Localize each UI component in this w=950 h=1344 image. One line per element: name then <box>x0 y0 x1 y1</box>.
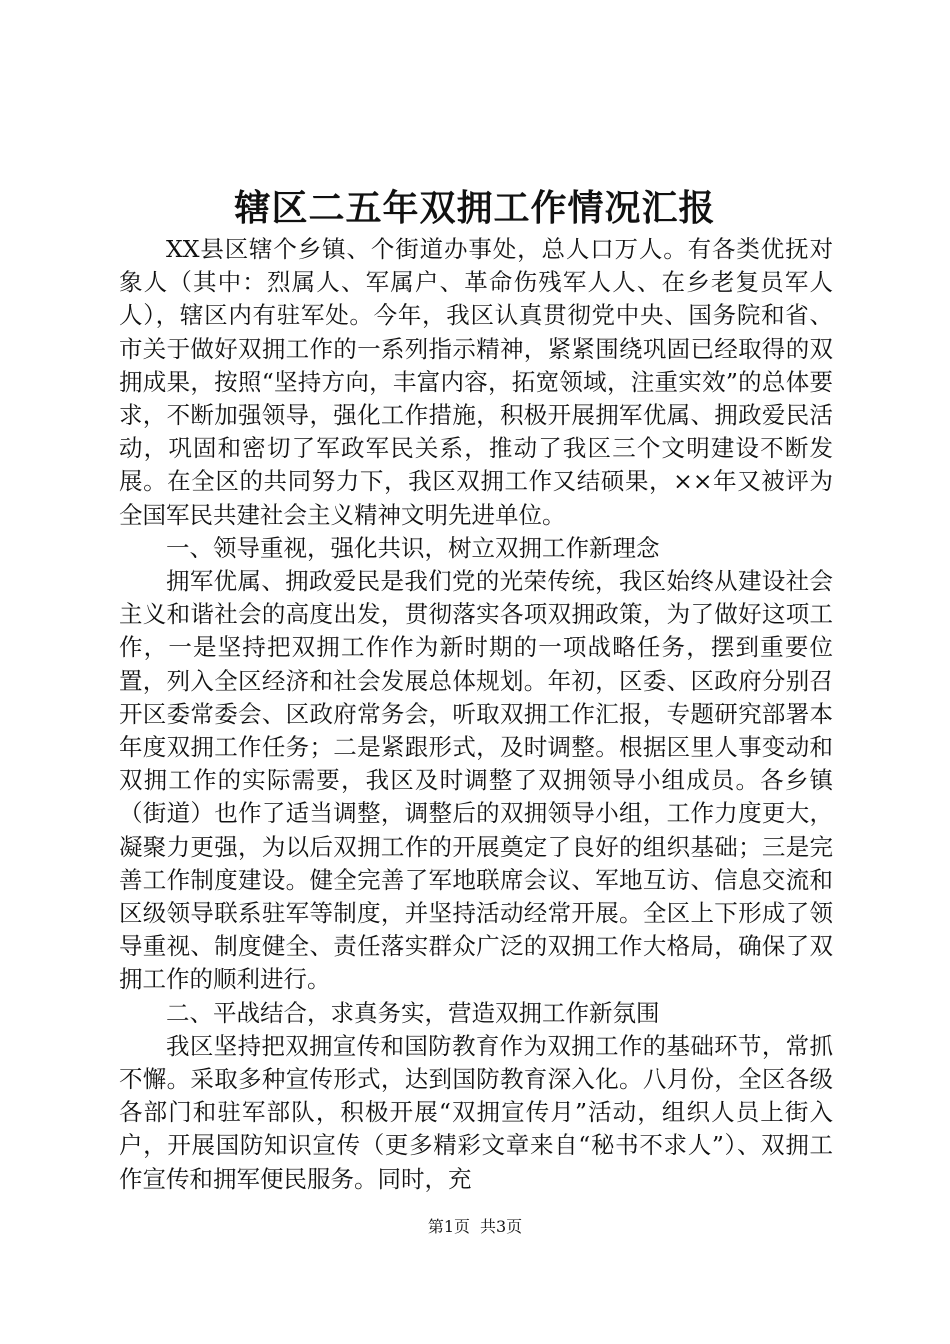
page-footer <box>0 1215 950 1239</box>
page-total: 共3页 <box>480 1217 523 1236</box>
page-number: 第1页 <box>427 1217 470 1236</box>
section-1-paragraph: 拥军优属、拥政爱民是我们党的光荣传统，我区始终从建设社会主义和谐社会的高度出发，贯彻落实各项双拥政策，为了做好这项工作，一是坚持把双拥工作作为新时期的一项战略任务，摆到重要位置，列入全区经济和社会发展总体规划。年初，区委、区政府分别召开区委常委会、区政府常务会，听取双拥工作汇报，专题研究部署本年度双拥工作任务；二是紧跟形式，及时调整。根据区里人事变动和双拥工作的实际需要，我区及时调整了双拥领导小组成员。各乡镇（街道）也作了适当调整，调整后的双拥领导小组，工作力度更大，凝聚力更强，为以后双拥工作的开展奠定了良好的组织基础；三是完善工作制度建设。健全完善了军地联席会议、军地互访、信息交流和区级领导联系驻军等制度，并坚持活动经常开展。全区上下形成了领导重视、制度健全、责任落实群众广泛的双拥工作大格局，确保了双拥工作的顺利进行。 <box>119 567 833 994</box>
section-heading-1: 一、领导重视，强化共识，树立双拥工作新理念 <box>166 533 660 562</box>
section-2-paragraph: 我区坚持把双拥宣传和国防教育作为双拥工作的基础环节，常抓不懈。采取多种宣传形式，达到国防教育深入化。八月份，全区各级各部门和驻军部队，积极开展“双拥宣传月”活动，组织人员上街入户，开展国防知识宣传（更多精彩文章来自“秘书不求人”）、双拥工作宣传和拥军便民服务。同时，充 <box>119 1031 833 1193</box>
intro-paragraph: XX县区辖个乡镇、个街道办事处，总人口万人。有各类优抚对象人（其中：烈属人、军属户、革命伤残军人人、在乡老复员军人人），辖区内有驻军处。今年，我区认真贯彻党中央、国务院和省、市关于做好双拥工作的一系列指示精神，紧紧围绕巩固已经取得的双拥成果，按照“坚持方向，丰富内容，拓宽领域，注重实效”的总体要求，不断加强领导，强化工作措施，积极开展拥军优属、拥政爱民活动，巩固和密切了军政军民关系，推动了我区三个文明建设不断发展。在全区的共同努力下，我区双拥工作又结硕果，××年又被评为全国军民共建社会主义精神文明先进单位。 <box>119 235 833 529</box>
section-heading-2: 二、平战结合，求真务实，营造双拥工作新氛围 <box>166 998 660 1027</box>
document-title: 辖区二五年双拥工作情况汇报 <box>234 187 716 229</box>
document-body <box>119 233 833 1196</box>
